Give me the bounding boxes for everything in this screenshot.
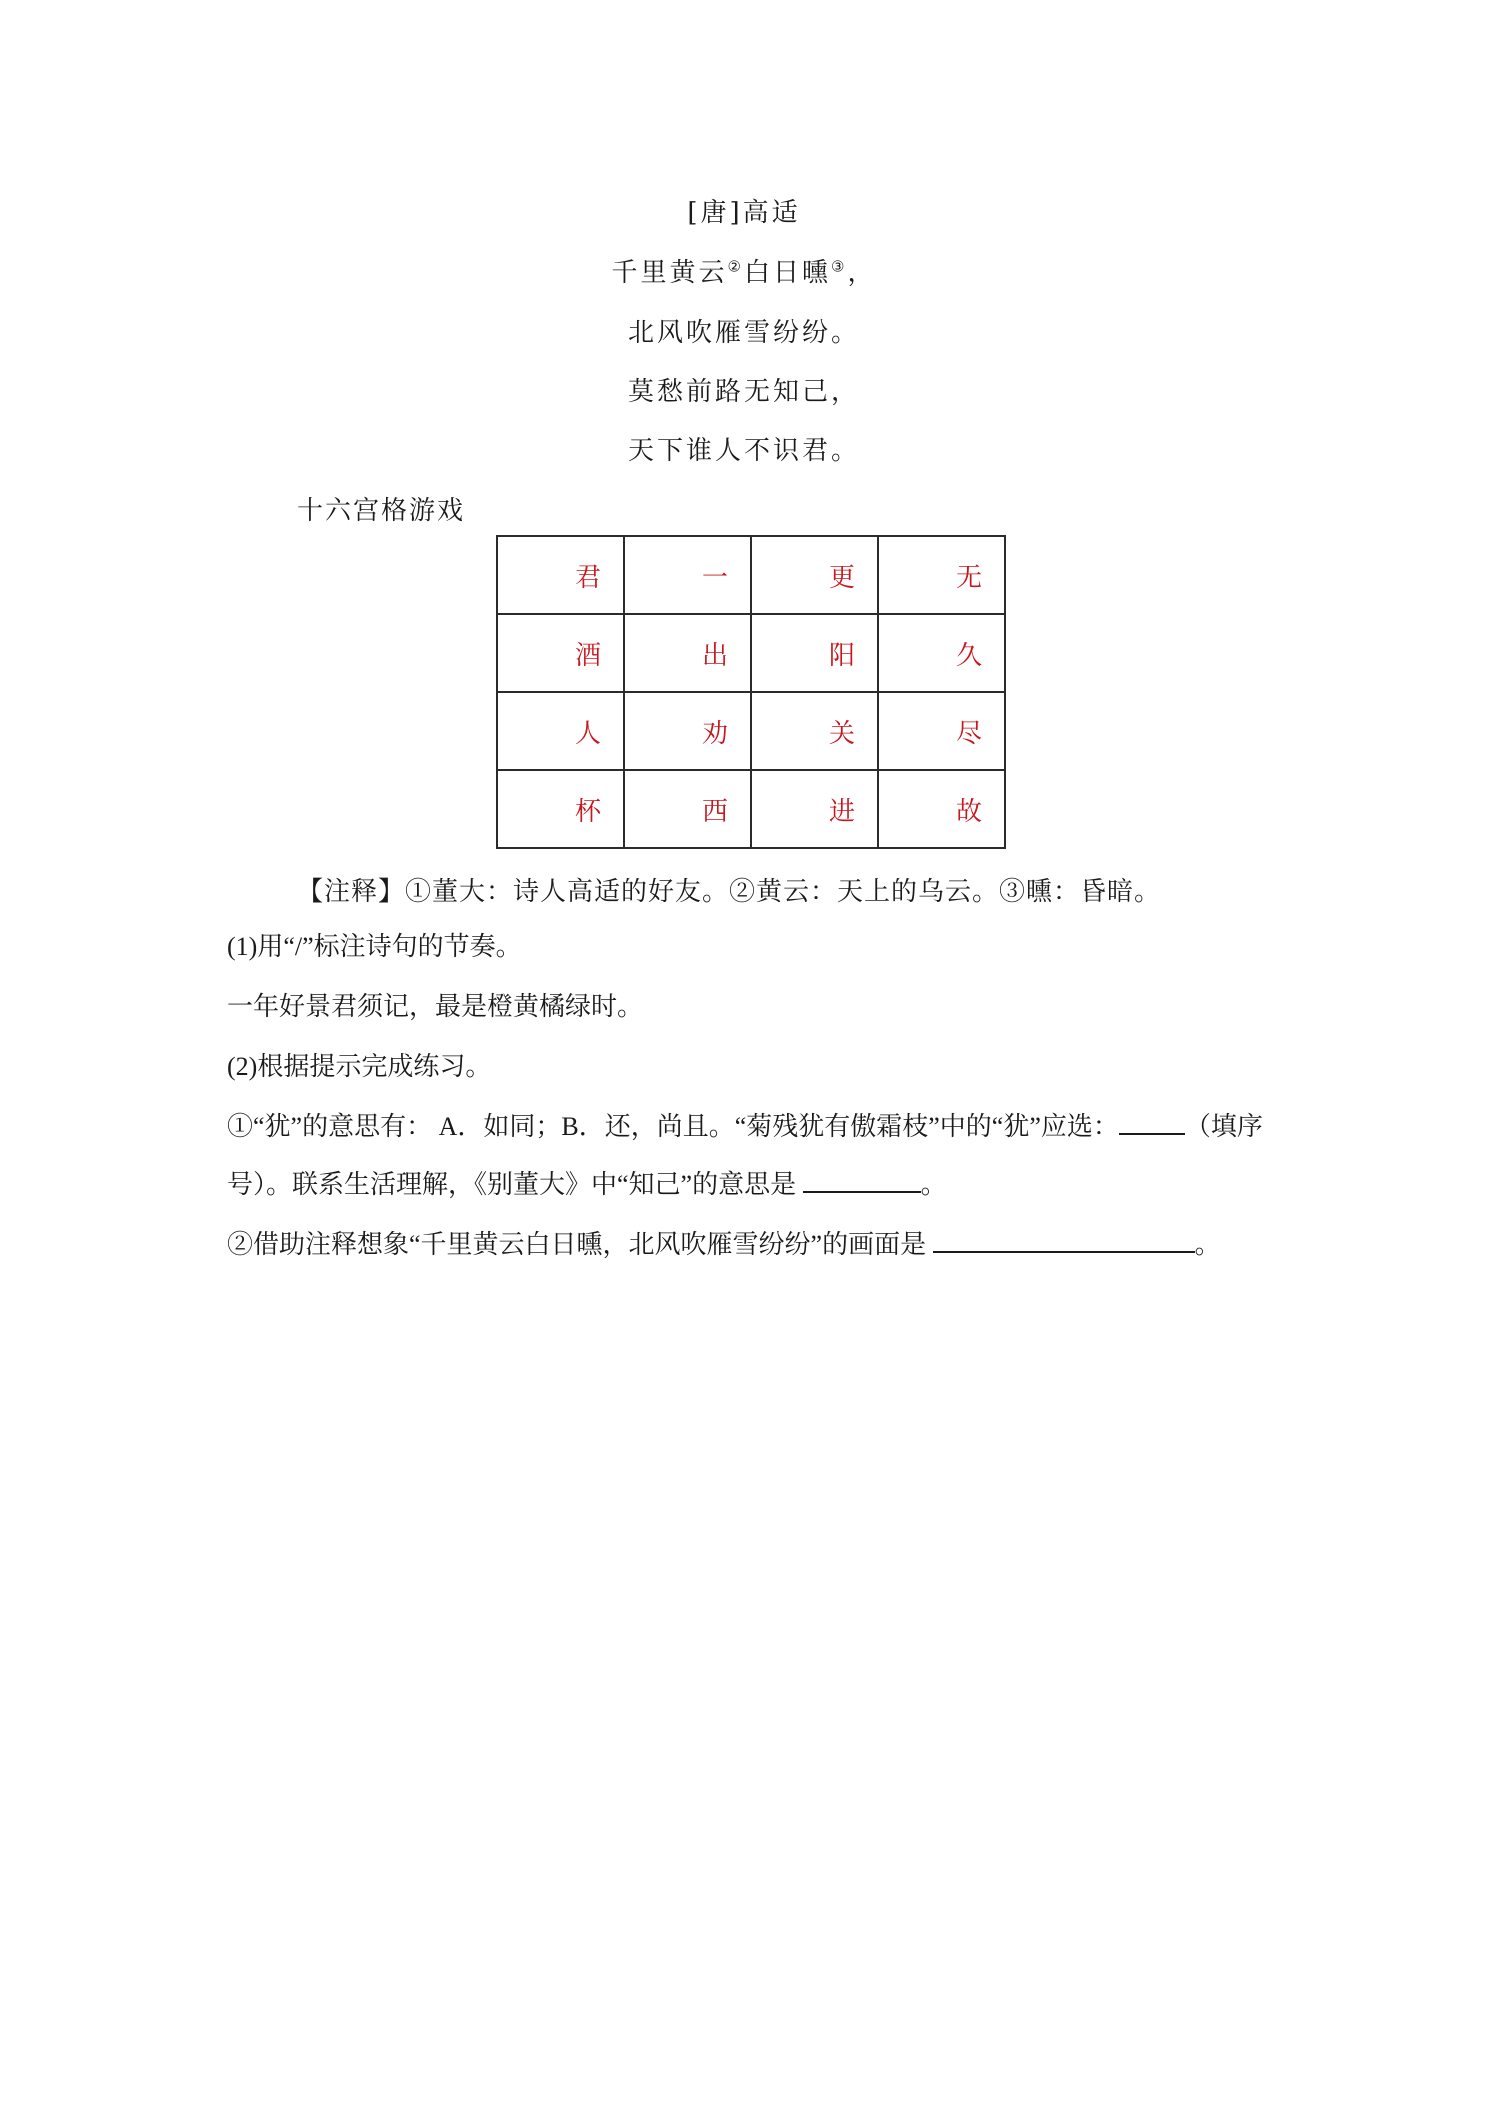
poem-line-1-part-b: 白日曛 (743, 258, 831, 288)
question-2-1-end: 。 (920, 1170, 947, 1199)
grid-cell: 酒 (497, 614, 624, 692)
question-2-2 (227, 1224, 1221, 1261)
sixteen-grid (496, 535, 1006, 849)
poem-author: [唐]高适 (687, 198, 801, 228)
grid-cell: 劝 (624, 692, 751, 770)
poem-line-1 (0, 252, 1488, 289)
footnote-marker-2: ② (727, 257, 744, 276)
footnote-marker-3: ③ (831, 257, 848, 276)
question-1: (1)用“/”标注诗句的节奏。 (227, 932, 522, 961)
grid-cell: 君 (497, 536, 624, 614)
grid-cell: 关 (751, 692, 878, 770)
question-2: (2)根据提示完成练习。 (227, 1052, 492, 1081)
poem-line-3: 莫愁前路无知己， (627, 377, 860, 407)
grid-cell: 久 (878, 614, 1005, 692)
answer-blank-2[interactable] (803, 1167, 921, 1193)
game-title: 十六宫格游戏 (297, 496, 466, 526)
question-2-2-text: ②借助注释想象“千里黄云白日曛，北风吹雁雪纷纷”的画面是 (227, 1230, 933, 1259)
grid-cell: 杯 (497, 770, 624, 848)
grid-cell: 人 (497, 692, 624, 770)
grid-cell: 更 (751, 536, 878, 614)
poem-line-2: 北风吹雁雪纷纷。 (627, 318, 860, 348)
answer-blank-3[interactable] (933, 1227, 1195, 1253)
poem-line-1-part-c: ， (847, 258, 877, 288)
question-1-line: 一年好景君须记，最是橙黄橘绿时。 (227, 992, 644, 1021)
answer-blank-1[interactable] (1119, 1109, 1185, 1135)
grid-cell: 西 (624, 770, 751, 848)
grid-cell: 尽 (878, 692, 1005, 770)
poem-line-1-part-a: 千里黄云 (611, 258, 728, 288)
question-2-1-text: ①“犹”的意思有： A．如同；B．还，尚且。“菊残犹有傲霜枝”中的“犹”应选： (227, 1112, 1119, 1141)
question-2-1-cont-text: 号）。联系生活理解，《别董大》中“知己”的意思是 (227, 1170, 803, 1199)
grid-cell: 一 (624, 536, 751, 614)
grid-cell: 进 (751, 770, 878, 848)
grid-cell: 故 (878, 770, 1005, 848)
grid-cell: 出 (624, 614, 751, 692)
question-2-1-cont (227, 1164, 947, 1201)
grid-cell: 阳 (751, 614, 878, 692)
poem-line-4: 天下谁人不识君。 (627, 436, 860, 466)
question-2-2-end: 。 (1194, 1230, 1221, 1259)
question-2-1-suffix: （填序 (1184, 1112, 1263, 1141)
notes: 【注释】①董大：诗人高适的好友。②黄云：天上的乌云。③曛：昏暗。 (297, 877, 1162, 907)
question-2-1 (227, 1106, 1263, 1143)
grid-cell: 无 (878, 536, 1005, 614)
